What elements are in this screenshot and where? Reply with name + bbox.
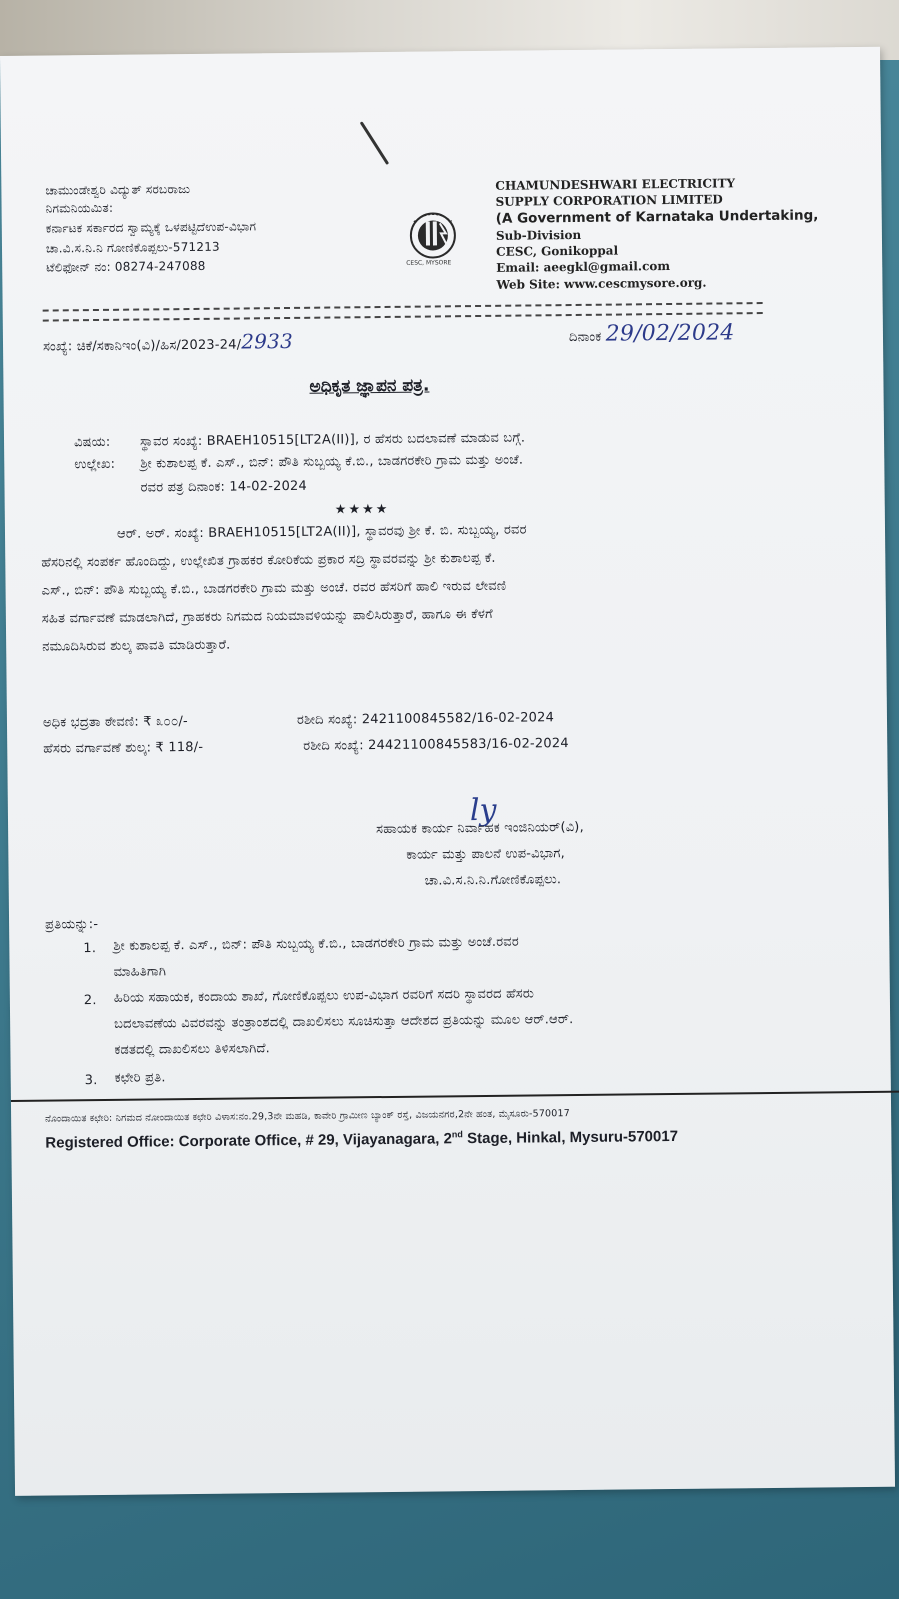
- copy-heading: ಪ್ರತಿಯನ್ನು:-: [45, 917, 99, 933]
- copy-item-line: ಕಛೇರಿ ಪ್ರತಿ.: [114, 1070, 166, 1086]
- email-link[interactable]: Email: aeegkl@gmail.com: [496, 258, 671, 275]
- pen-mark: [360, 121, 389, 165]
- header-right-line: CESC, Gonikoppal: [496, 243, 619, 259]
- reference-line: [74, 453, 523, 473]
- fee-row: [43, 710, 554, 730]
- header-left-line: ನಿಗಮನಿಯಮಿತ:: [45, 200, 114, 216]
- header-right-line: SUPPLY CORPORATION LIMITED: [495, 192, 723, 209]
- body-line: ಎಸ್., ಬಿನ್: ಪೌತಿ ಸುಬ್ಬಯ್ಯ ಕೆ.ಬಿ., ಬಾಡಗರಕೇರಿ ಗ್ರಾಮ ಮತ್ತು ಅಂಚೆ. ರವರ ಹೆಸರಿಗೆ ಹಾಲಿ ಇರುವ ಲೇವಣಿ: [41, 578, 507, 599]
- body-line: ಸಹಿತ ವರ್ಗಾವಣೆ ಮಾಡಲಾಗಿದೆ, ಗ್ರಾಹಕರು ನಿಗಮದ ನಿಯಮಾವಳಿಯನ್ನು ಪಾಲಿಸಿರುತ್ತಾರೆ, ಹಾಗೂ ಈ ಕೆಳಗೆ: [41, 606, 493, 627]
- signature-mark: ly: [469, 792, 497, 829]
- signature-designation: ಸಹಾಯಕ ಕಾರ್ಯ ನಿರ್ವಾಹಕ ಇಂಜಿನಿಯರ್(ವಿ),: [376, 819, 584, 838]
- fee-label: ಅಧಿಕ ಭದ್ರತಾ ಠೇವಣಿ: ₹ ೩೦೦/-: [42, 714, 188, 731]
- copy-item-number: 1.: [83, 941, 97, 957]
- logo-caption: CESC, MYSORE: [406, 259, 452, 267]
- header-right-line: CHAMUNDESHWARI ELECTRICITY: [495, 176, 736, 193]
- footer-english-text: Stage, Hinkal, Mysuru-570017: [462, 1127, 679, 1148]
- footer-english-address: [45, 1127, 678, 1152]
- letter-date-value: 29/02/2024: [605, 320, 735, 347]
- footer-kannada-address: ನೊಂದಾಯಿತ ಕಛೇರಿ: ನಿಗಮದ ನೋಂದಾಯಿತ ಕಛೇರಿ ವಿಳಾಸ:ನಂ.29,3ನೇ ಮಹಡಿ, ಕಾವೇರಿ ಗ್ರಾಮೀಣ ಬ್ಯಾಂಕ್ ರಸ್ತೆ, ವಿಜಯನಗರ,2ನೇ ಹಂತ, ಮೈಸೂರು-570017: [45, 1108, 571, 1125]
- header-right-line: (A Government of Karnataka Undertaking,: [495, 207, 819, 227]
- footer-divider: [11, 1091, 899, 1102]
- reference-number-value: 2933: [241, 328, 294, 354]
- footer-english-text: Registered Office: Corporate Office, # 29, Vijayanagara, 2: [45, 1130, 452, 1152]
- copy-item-number: 2.: [83, 993, 97, 1009]
- cesc-logo: [400, 209, 471, 270]
- subject-label: ವಿಷಯ:: [73, 434, 111, 451]
- copy-item-line: ಶ್ರೀ ಕುಶಾಲಪ್ಪ ಕೆ. ಎಸ್., ಬಿನ್: ಪೌತಿ ಸುಬ್ಬಯ್ಯ ಕೆ.ಬಿ., ಬಾಡಗರಕೇರಿ ಗ್ರಾಮ ಮತ್ತು ಅಂಚೆ.ರವರ: [113, 934, 519, 954]
- footer-english-superscript: nd: [451, 1129, 463, 1140]
- copy-item-line: ಹಿರಿಯ ಸಹಾಯಕ, ಕಂದಾಯ ಶಾಖೆ, ಗೋಣಿಕೊಪ್ಪಲು ಉಪ-ವಿಭಾಗ ರವರಿಗೆ ಸದರಿ ಸ್ಥಾವರದ ಹೆಸರು: [113, 986, 535, 1006]
- signature-location: ಚಾ.ವಿ.ಸ.ನಿ.ನಿ.ಗೋಣಿಕೊಪ್ಪಲು.: [424, 872, 562, 889]
- copy-item-line: ಮಾಹಿತಿಗಾಗಿ: [113, 964, 167, 980]
- reference-number: [43, 329, 293, 356]
- header-left-line: ಚಾಮುಂಡೇಶ್ವರಿ ವಿದ್ಯುತ್ ಸರಬರಾಜು: [45, 182, 191, 198]
- document-title: ಅಧಿಕೃತ ಜ್ಞಾಪನ ಪತ್ರ.: [309, 375, 430, 397]
- header-left-line: ಚಾ.ವಿ.ಸ.ನಿ.ನಿ ಗೋಣಿಕೊಪ್ಪಲು-571213: [45, 239, 220, 256]
- body-line: ಹೆಸರಿನಲ್ಲಿ ಸಂಪರ್ಕ ಹೊಂದಿದ್ದು, ಉಲ್ಲೇಖಿತ ಗ್ರಾಹಕರ ಕೋರಿಕೆಯ ಪ್ರಕಾರ ಸದ್ರಿ ಸ್ಥಾವರವನ್ನು ಶ್ರೀ ಕುಶಾಲಪ್ಪ ಕೆ.: [41, 550, 496, 571]
- header-rule: [43, 302, 763, 322]
- copy-item-number: 3.: [84, 1073, 98, 1089]
- fee-row: [43, 736, 569, 757]
- fee-label: ಹೆಸರು ವರ್ಗಾವಣೆ ಶುಲ್ಕ: ₹ 118/-: [43, 739, 204, 757]
- body-line: ಆರ್. ಅರ್. ಸಂಖ್ಯೆ: BRAEH10515[LT2A(II)], ಸ್ಥಾವರವು ಶ್ರೀ ಕೆ. ಬಿ. ಸುಬ್ಬಯ್ಯ, ರವರ: [116, 522, 527, 542]
- reference-text: ಶ್ರೀ ಕುಶಾಲಪ್ಪ ಕೆ. ಎಸ್., ಬಿನ್: ಪೌತಿ ಸುಬ್ಬಯ್ಯ ಕೆ.ಬಿ., ಬಾಡಗರಕೇರಿ ಗ್ರಾಮ ಮತ್ತು ಅಂಚೆ.: [140, 452, 524, 472]
- subject-line: [74, 431, 525, 451]
- signature-office: ಕಾರ್ಯ ಮತ್ತು ಪಾಲನೆ ಉಪ-ವಿಭಾಗ,: [406, 846, 566, 863]
- header-left-line: ಕರ್ನಾಟಕ ಸರ್ಕಾರದ ಸ್ವಾಮ್ಯಕ್ಕೆ ಒಳಪಟ್ಟಿದೆಉಪ-ವಿಭಾಗ: [45, 219, 257, 236]
- fee-receipt: ರಶೀದಿ ಸಂಖ್ಯೆ: 2421100845582/16-02-2024: [296, 710, 555, 728]
- copy-item-line: ಬದಲಾವಣೆಯ ವಿವರವನ್ನು ತಂತ್ರಾಂಶದಲ್ಲಿ ದಾಖಲಿಸಲು ಸೂಚಿಸುತ್ತಾ ಆದೇಶದ ಪ್ರತಿಯನ್ನು ಮೂಲ ಆರ್.ಆರ್.: [114, 1012, 574, 1032]
- website-link[interactable]: Web Site: www.cescmysore.org.: [496, 275, 707, 292]
- copy-item-line: ಕಡತದಲ್ಲಿ ದಾಖಲಿಸಲು ತಿಳಿಸಲಾಗಿದೆ.: [114, 1041, 271, 1058]
- fee-receipt: ರಶೀದಿ ಸಂಖ್ಯೆ: 24421100845583/16-02-2024: [303, 736, 569, 754]
- letter-date: [569, 320, 735, 347]
- body-line: ನಮೂದಿಸಿರುವ ಶುಲ್ಕ ಪಾವತಿ ಮಾಡಿರುತ್ತಾರೆ.: [42, 637, 231, 655]
- header-right-line: Sub-Division: [495, 227, 582, 243]
- reference-date: ರವರ ಪತ್ರ ದಿನಾಂಕ: 14-02-2024: [140, 478, 308, 496]
- reference-label: ಉಲ್ಲೇಖ:: [74, 456, 116, 473]
- reference-number-label: ಸಂಖ್ಯೆ: ಚಿಕೆ/ಸಕಾನಿಇಂ(ವಿ)/ಹಿಸ/2023-24/: [42, 337, 242, 355]
- subject-text: ಸ್ಥಾವರ ಸಂಖ್ಯೆ: BRAEH10515[LT2A(II)], ರ ಹೆಸರು ಬದಲಾವಣೆ ಮಾಡುವ ಬಗ್ಗೆ.: [139, 430, 526, 450]
- letter-date-label: ದಿನಾಂಕ: [568, 329, 602, 346]
- header-left-line: ಟೆಲಿಫೋನ್ ನಂ: 08274-247088: [46, 258, 206, 275]
- section-separator-stars: ★★★★: [334, 501, 390, 518]
- letter-sheet: [0, 47, 895, 1496]
